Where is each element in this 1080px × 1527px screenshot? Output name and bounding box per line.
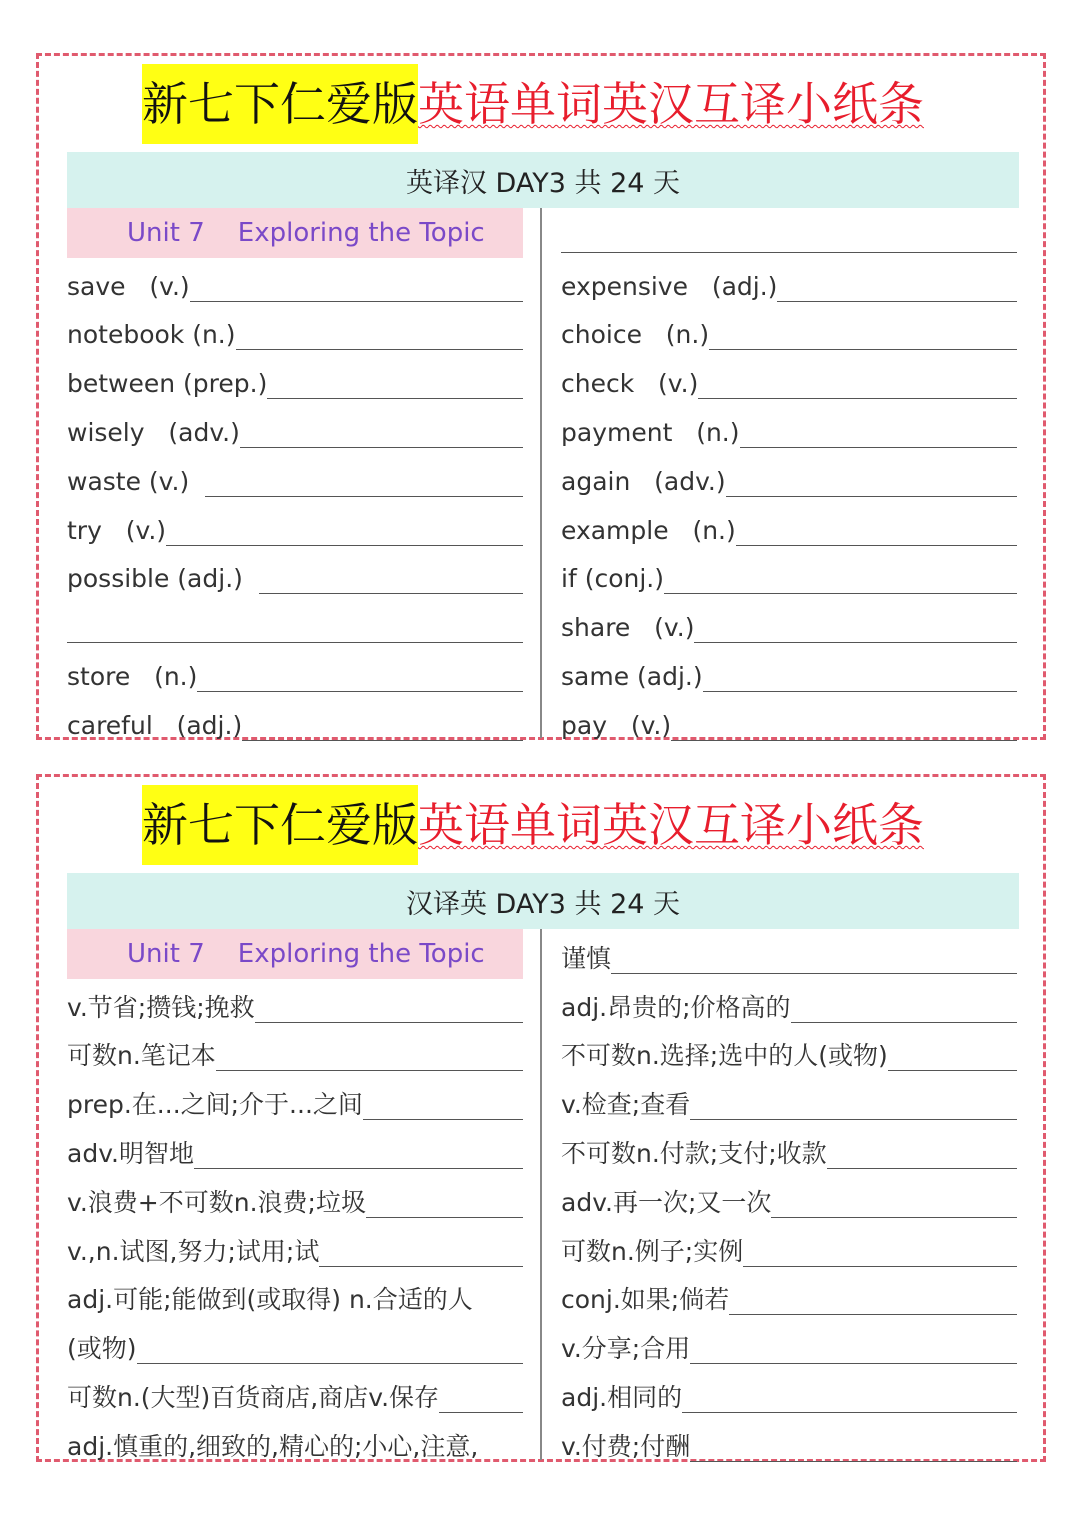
vocab-row [561, 1319, 1017, 1368]
title-highlight: 新七下仁爱版 [142, 785, 418, 865]
vocab-text: v.付费;付酬 [561, 1431, 691, 1461]
vocab-text: v.分享;合用 [561, 1334, 691, 1364]
answer-blank[interactable] [255, 1022, 523, 1023]
vocab-text: wisely (adv.) [67, 417, 240, 447]
unit-label: Unit 7 Exploring the Topic [67, 929, 523, 979]
answer-blank[interactable] [664, 593, 1017, 594]
answer-blank[interactable] [671, 740, 1017, 741]
vocab-row [561, 696, 1017, 745]
vocab-row [561, 1124, 1017, 1173]
vocab-text: again (adv.) [561, 466, 726, 496]
vocab-row [67, 550, 523, 599]
column-divider [540, 208, 542, 738]
vocab-row [561, 403, 1017, 452]
title-red: 英语单词英汉互译小纸条 [418, 77, 924, 131]
answer-blank[interactable] [777, 301, 1017, 302]
answer-blank[interactable] [611, 973, 1017, 974]
answer-blank[interactable] [240, 447, 523, 448]
vocab-row [561, 978, 1017, 1027]
answer-blank[interactable] [703, 691, 1017, 692]
vocab-text: if (conj.) [561, 564, 664, 594]
vocab-row [561, 354, 1017, 403]
vocab-text: between (prep.) [67, 369, 268, 399]
vocab-text: 可数n.例子;实例 [561, 1236, 744, 1266]
vocab-text: 可数n.笔记本 [67, 1041, 216, 1071]
answer-blank[interactable] [709, 349, 1017, 350]
answer-blank[interactable] [236, 349, 523, 350]
vocab-text: save (v.) [67, 271, 190, 301]
vocab-text: example (n.) [561, 515, 736, 545]
vocab-text: prep.在...之间;介于...之间 [67, 1090, 363, 1120]
vocab-text: careful (adj.) [67, 710, 243, 740]
vocab-row [67, 1417, 523, 1466]
answer-blank[interactable] [205, 496, 523, 497]
vocab-text: store (n.) [67, 661, 198, 691]
answer-blank[interactable] [791, 1022, 1017, 1023]
vocab-text: adj.相同的 [561, 1382, 683, 1412]
title-highlight: 新七下仁爱版 [142, 64, 418, 144]
vocab-row [67, 1027, 523, 1076]
answer-blank[interactable] [166, 545, 523, 546]
vocab-text: payment (n.) [561, 417, 740, 447]
vocab-text: 谨慎 [561, 943, 612, 973]
answer-blank[interactable] [242, 740, 523, 741]
vocab-text: check (v.) [561, 369, 699, 399]
answer-blank[interactable] [197, 691, 523, 692]
vocab-row [561, 306, 1017, 355]
unit-label: Unit 7 Exploring the Topic [67, 208, 523, 258]
vocab-row [561, 1173, 1017, 1222]
answer-blank[interactable] [194, 1168, 523, 1169]
vocab-row [561, 647, 1017, 696]
vocab-text: v.,n.试图,努力;试用;试 [67, 1236, 320, 1266]
answer-blank[interactable] [743, 1266, 1017, 1267]
vocab-row [67, 1319, 523, 1368]
vocab-text: 不可数n.选择;选中的人(或物) [561, 1041, 888, 1071]
vocab-row [561, 1368, 1017, 1417]
answer-blank[interactable] [190, 301, 523, 302]
vocab-row [561, 208, 1017, 257]
vocab-card-en-to-zh [36, 53, 1046, 740]
answer-blank[interactable] [216, 1070, 523, 1071]
answer-blank[interactable] [690, 1461, 1017, 1462]
card-title [142, 785, 924, 865]
vocab-row [67, 257, 523, 306]
vocab-row [561, 1222, 1017, 1271]
vocab-text: v.检查;查看 [561, 1090, 691, 1120]
answer-blank[interactable] [267, 398, 523, 399]
vocab-card-zh-to-en [36, 774, 1046, 1462]
vocab-text: notebook (n.) [67, 320, 236, 350]
vocab-text: 不可数n.付款;支付;收款 [561, 1138, 827, 1168]
vocab-row [561, 1271, 1017, 1320]
vocab-text: (或物) [67, 1334, 137, 1364]
vocab-row [67, 354, 523, 403]
vocab-text: 可数n.(大型)百货商店,商店v.保存 [67, 1382, 440, 1412]
vocab-row [67, 978, 523, 1027]
vocab-text: possible (adj.) [67, 564, 259, 594]
day-banner: 英译汉 DAY3 共 24 天 [67, 152, 1019, 208]
vocab-text: adj.昂贵的;价格高的 [561, 992, 791, 1022]
vocab-text: adj.可能;能做到(或取得) n.合适的人 [67, 1285, 473, 1315]
answer-blank[interactable] [729, 1314, 1017, 1315]
vocab-row [561, 257, 1017, 306]
answer-blank[interactable] [682, 1412, 1017, 1413]
answer-blank[interactable] [319, 1266, 523, 1267]
vocab-row [67, 501, 523, 550]
vocab-row [561, 1075, 1017, 1124]
vocab-text: share (v.) [561, 613, 695, 643]
vocab-text: v.节省;攒钱;挽救 [67, 992, 255, 1022]
vocab-row [561, 550, 1017, 599]
vocab-row [67, 1124, 523, 1173]
day-banner: 汉译英 DAY3 共 24 天 [67, 873, 1019, 929]
vocab-text: adv.明智地 [67, 1138, 194, 1168]
vocab-row [561, 1417, 1017, 1466]
answer-blank[interactable] [736, 545, 1017, 546]
vocab-text: try (v.) [67, 515, 167, 545]
vocab-row [67, 1222, 523, 1271]
vocab-text: choice (n.) [561, 320, 710, 350]
vocab-row [561, 501, 1017, 550]
title-red: 英语单词英汉互译小纸条 [418, 798, 924, 852]
vocab-row [67, 452, 523, 501]
vocab-row [67, 1368, 523, 1417]
vocab-row [67, 647, 523, 696]
vocab-row [67, 1173, 523, 1222]
answer-blank[interactable] [690, 1119, 1017, 1120]
answer-blank[interactable] [561, 252, 1017, 253]
answer-blank[interactable] [363, 1119, 523, 1120]
answer-blank[interactable] [67, 642, 523, 643]
vocab-row [561, 1027, 1017, 1076]
answer-blank[interactable] [694, 642, 1017, 643]
vocab-row [67, 306, 523, 355]
vocab-row [67, 598, 523, 647]
vocab-text: expensive (adj.) [561, 271, 778, 301]
answer-blank[interactable] [726, 496, 1017, 497]
vocab-row [561, 598, 1017, 647]
vocab-text: adv.再一次;又一次 [561, 1187, 772, 1217]
answer-blank[interactable] [698, 398, 1017, 399]
vocab-row [561, 929, 1017, 978]
answer-blank[interactable] [827, 1168, 1017, 1169]
vocab-text: pay (v.) [561, 710, 672, 740]
card-title [142, 64, 924, 144]
vocab-row [67, 696, 523, 745]
answer-blank[interactable] [137, 1363, 523, 1364]
vocab-text: same (adj.) [561, 661, 703, 691]
vocab-row [67, 403, 523, 452]
column-divider [540, 929, 542, 1460]
vocab-row [67, 1075, 523, 1124]
vocab-text: v.浪费+不可数n.浪费;垃圾 [67, 1187, 366, 1217]
answer-blank[interactable] [439, 1412, 523, 1413]
answer-blank[interactable] [740, 447, 1017, 448]
answer-blank[interactable] [259, 593, 523, 594]
answer-blank[interactable] [771, 1217, 1017, 1218]
answer-blank[interactable] [690, 1363, 1017, 1364]
vocab-text: conj.如果;倘若 [561, 1285, 730, 1315]
answer-blank[interactable] [366, 1217, 523, 1218]
vocab-text: waste (v.) [67, 466, 206, 496]
answer-blank[interactable] [888, 1070, 1017, 1071]
vocab-row [561, 452, 1017, 501]
vocab-text: adj.慎重的,细致的,精心的;小心,注意, [67, 1431, 479, 1461]
vocab-row [67, 1271, 523, 1320]
